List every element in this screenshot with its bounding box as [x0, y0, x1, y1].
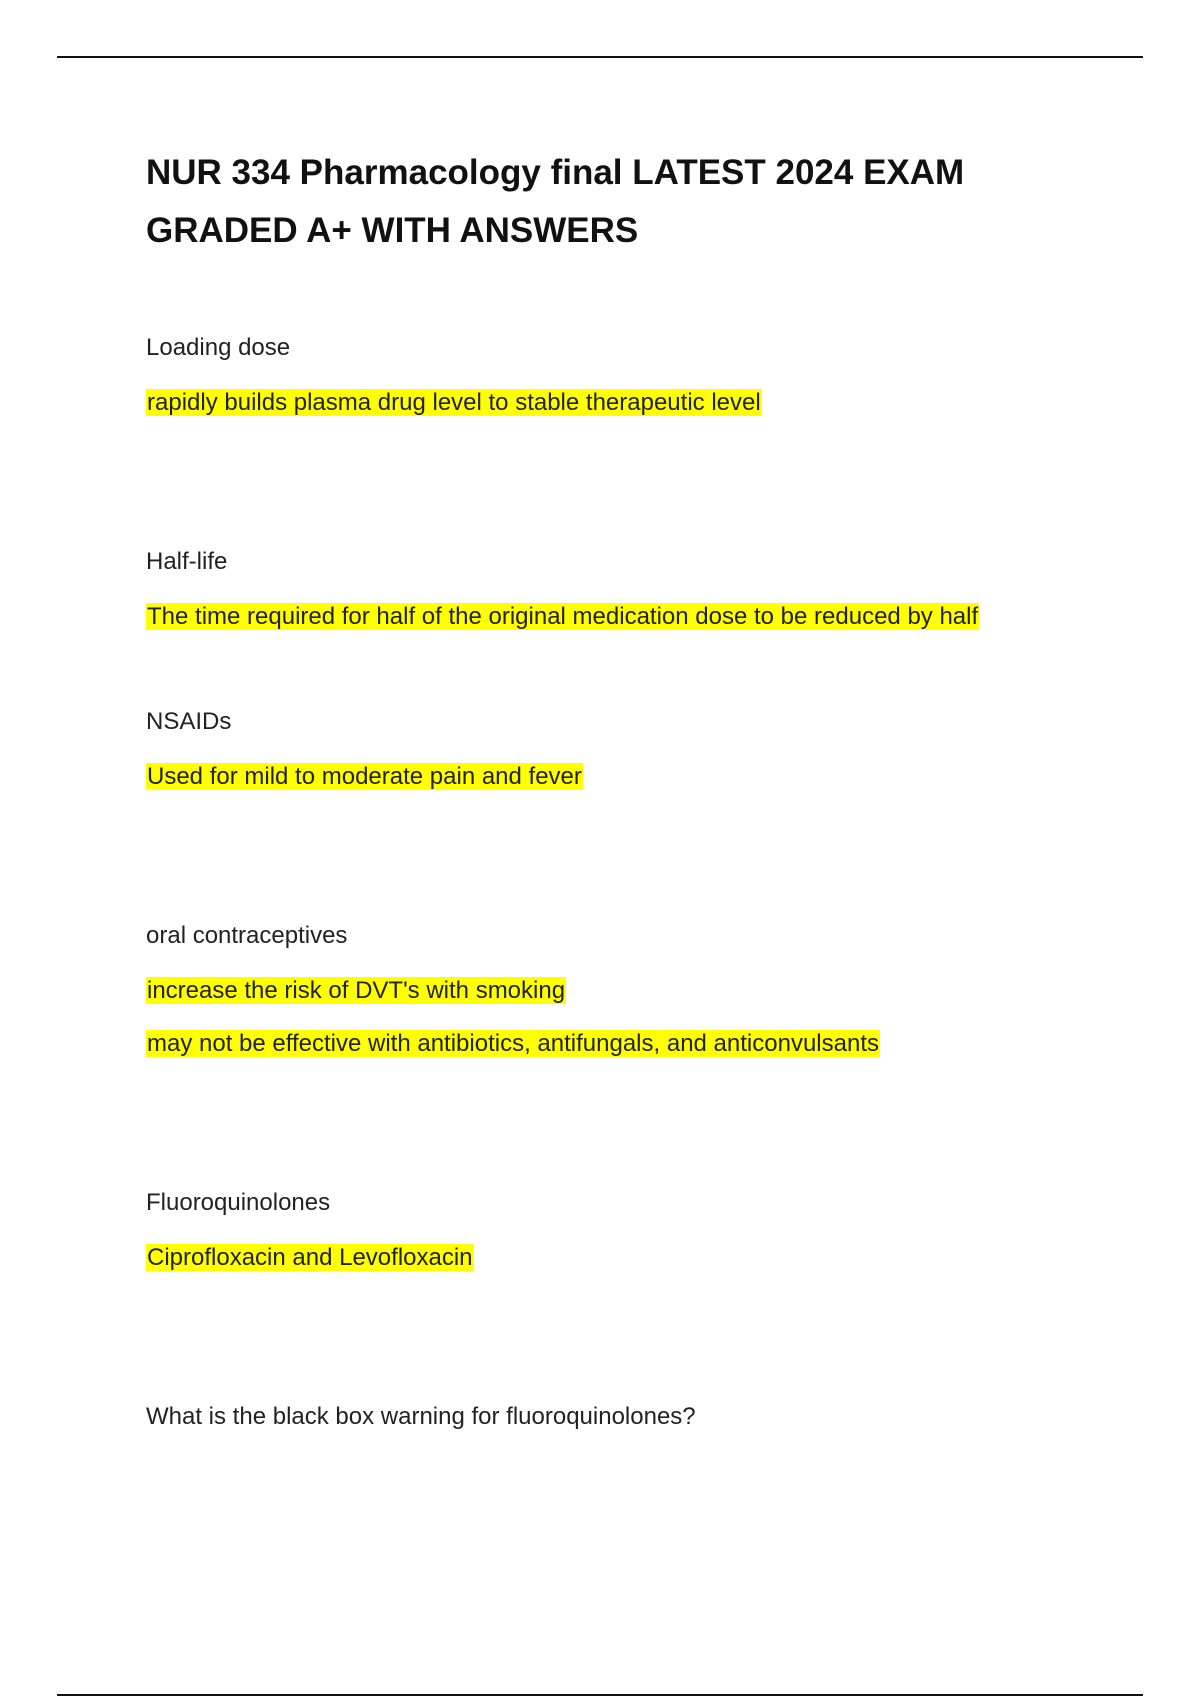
top-rule [57, 56, 1143, 58]
highlighted-answer: rapidly builds plasma drug level to stable therapeutic level [147, 389, 761, 416]
highlighted-answer: may not be effective with antibiotics, antifungals, and anticonvulsants [147, 1030, 879, 1057]
answer-half-life [146, 601, 979, 633]
highlighted-answer: Used for mild to moderate pain and fever [147, 763, 582, 790]
answer-oral-contraceptives-1 [146, 975, 566, 1007]
term-fluoroquinolones: Fluoroquinolones [146, 1189, 331, 1216]
answer-oral-contraceptives-2 [146, 1028, 880, 1060]
answer-nsaids [146, 761, 583, 793]
bottom-rule [57, 1694, 1143, 1696]
answer-fluoroquinolones [146, 1242, 474, 1274]
term-nsaids: NSAIDs [146, 708, 232, 735]
highlighted-answer: Ciprofloxacin and Levofloxacin [147, 1244, 473, 1271]
answer-loading-dose [146, 387, 762, 419]
highlighted-answer: increase the risk of DVT's with smoking [147, 977, 566, 1004]
highlighted-answer: The time required for half of the original medication dose to be reduced by half [147, 603, 979, 630]
document-title: NUR 334 Pharmacology final LATEST 2024 EXAM GRADED A+ WITH ANSWERS [146, 153, 965, 250]
term-half-life: Half-life [146, 548, 228, 575]
term-black-box-warning-question: What is the black box warning for fluoroquinolones? [146, 1403, 696, 1430]
term-loading-dose: Loading dose [146, 334, 291, 361]
term-oral-contraceptives: oral contraceptives [146, 922, 348, 949]
